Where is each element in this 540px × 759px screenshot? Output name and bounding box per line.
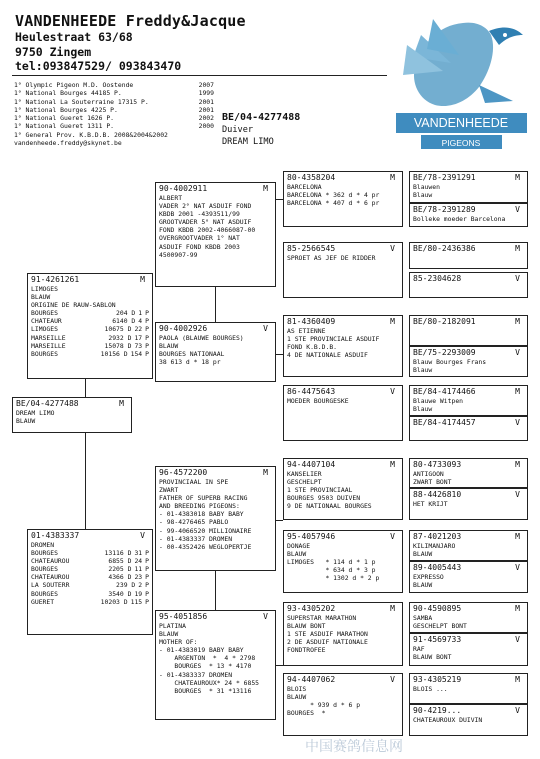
pedigree-ggp-6: 95-4057946 V DONAGE BLAUW LIMOGES * 114 d * 1 p * 634 d * 3 p * 1302 d * 2 p xyxy=(283,530,403,593)
pedigree-subject: BE/04-4277488 M DREAM LIMO BLAUW xyxy=(12,397,132,433)
breeder-street: Heulestraat 63/68 xyxy=(15,30,133,44)
pedigree-ggp-4: 86-4475643 V MOEDER BOURGESKE xyxy=(283,385,403,441)
result-item: 1° General Prov. K.B.D.B. 2008&2004&2002 xyxy=(14,130,168,139)
pedigree-ggp-5: 94-4407104 M KANSELIER GESCHELPT 1 STE PROVINCIAAL BOURGES 9503 DUIVEN 9 DE NATIONAAL BOURGES xyxy=(283,458,403,520)
pedigree-gggp-6: BE/75-2293009 V Blauw Bourges Frans Blauw xyxy=(409,346,528,377)
results-list xyxy=(14,81,214,147)
pedigree-gggp-13: 90-4590895 M SAMBA GESCHELPT BONT xyxy=(409,602,528,633)
pedigree-dam-sire: 96-4572200 M PROVINCIAAL IN SPE ZWART FATHER OF SUPERB RACING AND BREEDING PIGEONS: - 01-4383018 BABY BABY - 98-4276465 PABLO - 99-4066520 MILLIONAIRE - 01-4383337 DROMEN - 00-4352426 WEGLOPERTJE xyxy=(155,466,276,571)
header-rule xyxy=(12,75,387,76)
pedigree-ggp-3: 81-4360409 M AS ETIENNE 1 STE PROVINCIALE ASDUIF FOND K.B.D.B. 4 DE NATIONALE ASDUIF xyxy=(283,315,403,377)
connector xyxy=(276,520,283,521)
pedigree-gggp-12: 89-4005443 V EXPRESSO BLAUW xyxy=(409,561,528,593)
pedigree-gggp-3: BE/80-2436386 M xyxy=(409,242,528,269)
pedigree-gggp-16: 90-4219... V CHATEAUROUX DUIVIN xyxy=(409,704,528,736)
result-item: 1° National La Souterraine 17315 P. 2001 xyxy=(14,97,214,106)
breeder-city: 9750 Zingem xyxy=(15,45,92,59)
breeder-phone: tel:093847529/ 093843470 xyxy=(15,59,182,73)
pedigree-ggp-7: 93-4305202 M SUPERSTAR MARATHON BLAUW BONT 1 STE ASDUIF MARATHON 2 DE ASDUIF NATIONALE FONDTROFEE xyxy=(283,602,403,666)
email: vandenheede.freddy@skynet.be xyxy=(14,139,122,148)
main-bird-info xyxy=(222,112,300,148)
pedigree-gggp-5: BE/80-2182091 M xyxy=(409,315,528,346)
pedigree-sire-dam: 90-4002926 V PAOLA (BLAUWE BOURGES) BLAUW BOURGES NATIONAAL 38 613 d * 18 pr xyxy=(155,322,276,382)
pedigree-dam: 01-4383337 V DROMEN BOURGES 13116 D 31 P CHATEAUROU 6855 D 24 P BOURGES 2205 D 11 P CHATEAUROU 4366 D 23 P LA SOUTERR 239 D 2 P BOURGES 3540 D 19 P GUERET 10203 D 115 P xyxy=(27,529,153,635)
pedigree-ggp-2: 85-2566545 V SPROET AS JEF DE RIDDER xyxy=(283,242,403,298)
pedigree-gggp-15: 93-4305219 M BLOIS ... xyxy=(409,673,528,704)
pigeon-logo-icon xyxy=(393,5,530,155)
pedigree-ggp-8: 94-4407062 V BLOIS BLAUW * 939 d * 6 p BOURGES * xyxy=(283,673,403,736)
logo-subtext: PIGEONS xyxy=(441,138,481,148)
pedigree-dam-dam: 95-4051856 V PLATINA BLAUW MOTHER OF: - 01-4383019 BABY BABY ARGENTON * 4 * 2798 BOURGES * 13 * 4170 - 01-4383337 DROMEN CHATEAUROUX* 24 * 6855 BOURGES * 31 *13116 xyxy=(155,610,276,720)
pedigree-gggp-11: 87-4021203 M KILIMANJARO BLAUW xyxy=(409,530,528,561)
pedigree-sire: 91-4261261 M LIMOGES BLAUW ORIGINE DE RAUW-SABLON BOURGES 204 D 1 P CHATEAUR 6140 D 4 P LIMOGES 10675 D 22 P MARSEILLE 2932 D 17 P MARSEILLE 15078 D 73 P BOURGES 10156 D 154 P xyxy=(27,273,153,379)
pedigree-gggp-8: BE/84-4174457 V xyxy=(409,416,528,441)
pedigree-gggp-4: 85-2304628 V xyxy=(409,272,528,298)
breeder-logo xyxy=(393,5,530,155)
pedigree-gggp-1: BE/78-2391291 M Blauwen Blauw xyxy=(409,171,528,203)
connector xyxy=(276,354,283,355)
connector xyxy=(276,665,283,666)
watermark: 中国赛鸽信息网 xyxy=(305,739,403,755)
pedigree-gggp-14: 91-4569733 V RAF BLAUW BONT xyxy=(409,633,528,666)
logo-text: VANDENHEEDE xyxy=(413,116,509,130)
result-item: 1° National Gueret 1626 P. 2002 xyxy=(14,114,214,123)
pedigree-ggp-1: 80-4358204 M BARCELONA BARCELONA * 362 d * 4 pr BARCELONA * 407 d * 6 pr xyxy=(283,171,403,227)
pedigree-gggp-9: 80-4733093 M ANTIGOON ZWART BONT xyxy=(409,458,528,488)
result-item: 1° National Bourges 4225 P. 2001 xyxy=(14,105,214,114)
breeder-name: VANDENHEEDE Freddy&Jacque xyxy=(15,12,246,30)
main-bird-name: Duiver xyxy=(222,125,254,135)
main-bird-ring: BE/04-4277488 xyxy=(222,112,301,123)
pedigree-gggp-7: BE/84-4174466 M Blauwe Witpen Blauw xyxy=(409,385,528,416)
pedigree-gggp-10: 88-4426810 V HET KRIJT xyxy=(409,488,528,520)
connector xyxy=(85,429,86,529)
result-item: 1° National Bourges 44185 P. 1999 xyxy=(14,89,214,98)
connector xyxy=(215,286,216,322)
pedigree-sire-sire: 90-4002911 M ALBERT VADER 2° NAT ASDUIF FOND KBDB 2001 -4393511/99 GROOTVADER 5° NAT ASDUIF FOND KBDB 2002-4066087-00 OVERGROOTVADER 1° NAT ASDUIF FOND KBDB 2003 4500907-99 xyxy=(155,182,276,287)
result-item: 1° Olympic Pigeon M.D. Oostende 2007 xyxy=(14,81,214,89)
connector xyxy=(276,199,283,200)
result-item: 1° National Gueret 1311 P. 2000 xyxy=(14,122,214,131)
pedigree-gggp-2: BE/78-2391289 V Bolleke moeder Barcelona xyxy=(409,203,528,227)
main-bird-color: DREAM LIMO xyxy=(222,137,274,147)
